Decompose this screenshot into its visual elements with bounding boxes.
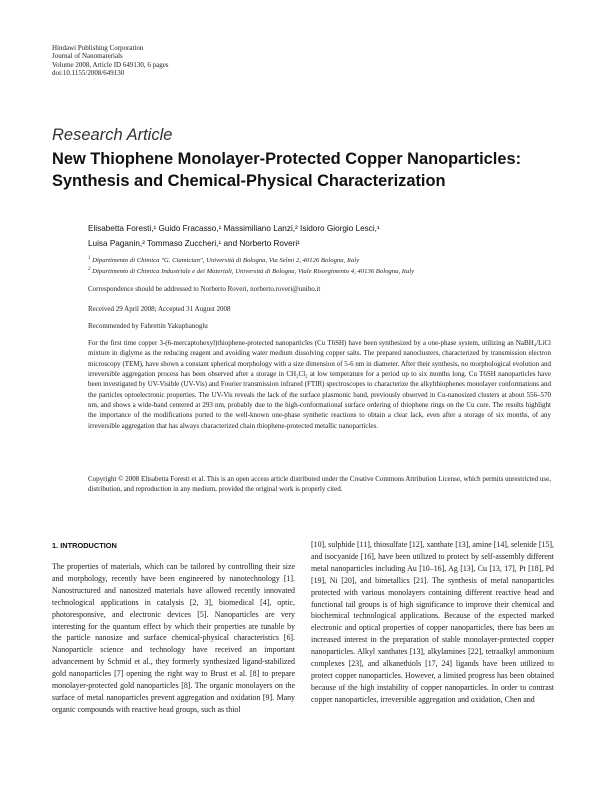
- article-title: [52, 149, 562, 192]
- authors-line-1: Elisabetta Foresti,¹ Guido Fracasso,¹ Massimiliano Lanzi,² Isidoro Giorgio Lesci,¹: [88, 224, 380, 233]
- doi-line: doi:10.1155/2008/649130: [52, 68, 125, 77]
- affiliation-2-text: Dipartimento di Chimica Industriale e dei Materiali, Università di Bologna, Viale Risorgimento 4, 40136 Bologna, Italy: [92, 268, 415, 276]
- affiliation-2-number: 2: [88, 267, 91, 272]
- abstract: For the first time copper 3-(6-mercaptohexyl)thiophene-protected nanoparticles (Cu T6SH) have been synthesized by a one-phase system, utilizing an NaBH₄/LiCl mixture in diglyme as the reducing reagent and avoiding water medium dissolving copper salts. The prepared nanoclusters, characterized by transmission electron microscopy (TEM), have shown a constant spherical morphology with a size dimension of 5-6 nm in diameter. After their synthesis, no morphological evolution and irreversible aggregation process has been observed after a storage in CH₂Cl₂ at low temperature for a period up to six months long. Cu T6SH nanoparticles have been investigated by UV-Visible (UV-Vis) and Fourier transmission infrared (FTIR) spectroscopes to characterize the alkylthiophenes monolayer conformations and the particles optoelectronic properties. The UV-Vis reveals the lack of the surface plasmonic band, previously observed in Cu-nanosized clusters at about 556–570 nm, and shows a wide-band centered at 293 nm, probably due to the high-conformational surface ordering of thiophene rings on the Cu core. The results highlight the importance of the modifications ported to the well-known one-phase synthetic reactions to obtain a clear lack, even after a storage of six months, of any irreversible aggregation that has always characterized chain thiophene-protected metallic nanoparticles.: [88, 339, 551, 430]
- title-line-2: Synthesis and Chemical-Physical Characterization: [52, 171, 446, 190]
- intro-left-column: The properties of materials, which can be tailored by controlling their size and morphology, recently have been engineered by nanotechnology [1]. Nanostructured and nanosized materials have allowed recently innovated technological applications in catalysis [2, 3], biomedical [4], optic, photoresponsive, and electronic devices [5]. Nanoparticles are very interesting for the quantum effect by which their properties are tunable by the particle nanosize and surface chemical-physical characteristics [6]. Nanoparticle science and technology have received an important advancement by Schmid et al., they formerly synthesized ligand-stabilized gold nanoparticles [7] opening the right way to Brust et al. [8] to prepare monolayer-protected gold nanoparticles [8]. The organic monolayers on the surface of metal nanoparticles prevent aggregation and oxidation [9]. Many organic compounds with reactive head groups, such as thiol: [52, 562, 295, 714]
- journal-header: [52, 44, 169, 77]
- volume-line: Volume 2008, Article ID 649130, 6 pages: [52, 60, 169, 69]
- correspondence-line: Correspondence should be addressed to Norberto Roveri, norberto.roveri@unibo.it: [88, 285, 321, 293]
- affiliation-1-number: 1: [88, 256, 91, 261]
- title-line-1: New Thiophene Monolayer-Protected Copper Nanoparticles:: [52, 150, 522, 168]
- authors-line-2: Luisa Paganin,² Tommaso Zuccheri,¹ and Norberto Roveri¹: [88, 238, 300, 248]
- copyright-notice: Copyright © 2008 Elisabetta Foresti et al. This is an open access article distributed under the Creative Commons Attribution License, which permits unrestricted use, distribution, and reproduction in any medium, provided the original work is properly cited.: [88, 475, 551, 494]
- publisher-line: Hindawi Publishing Corporation: [52, 44, 144, 52]
- article-type-label: Research Article: [52, 126, 173, 144]
- recommended-line: Recommended by Fahrettin Yakuphanoglu: [88, 322, 208, 330]
- affiliation-2: [88, 265, 568, 277]
- dates-line: Received 29 April 2008; Accepted 31 August 2008: [88, 305, 231, 313]
- section-heading-introduction: 1. INTRODUCTION: [52, 541, 117, 550]
- affiliation-1-text: Dipartimento di Chimica "G. Ciamician", Università di Bologna, Via Selmi 2, 40126 Bologna, Italy: [92, 257, 360, 265]
- journal-name: Journal of Nanomaterials: [52, 52, 123, 61]
- author-list: [88, 222, 558, 251]
- intro-right-column: [10], sulphide [11], thiosulfate [12], xanthate [13], amine [14], selenide [15], and isocyanide [16], have been utilized to protect by self-assembly different metal nanoparticles including Au [10–16], Ag [13], Cu [13, 17], Pt [18], Pd [19], Ni [20], and bimetallics [21]. The synthesis of metal nanoparticles protected with various monolayers containing different reactive head and functional tail groups is of high significance to improve their chemical and biochemical technological applications. Because of the expected marked electronic and optical properties of copper nanoparticles, there has been an increased interest in the preparation of stable monolayer-protected copper nanoparticles. Alkyl xanthates [13], alkylamines [22], tetraalkyl ammonium complexes [23], and alkanethiols [17, 24] ligands have been utilized to protect copper nanoparticles. However, a limited progress has been obtained because of the high instability of copper nanoparticles. In order to contrast copper nanoparticles, irreversible aggregation and oxidation, Chen and: [311, 540, 554, 704]
